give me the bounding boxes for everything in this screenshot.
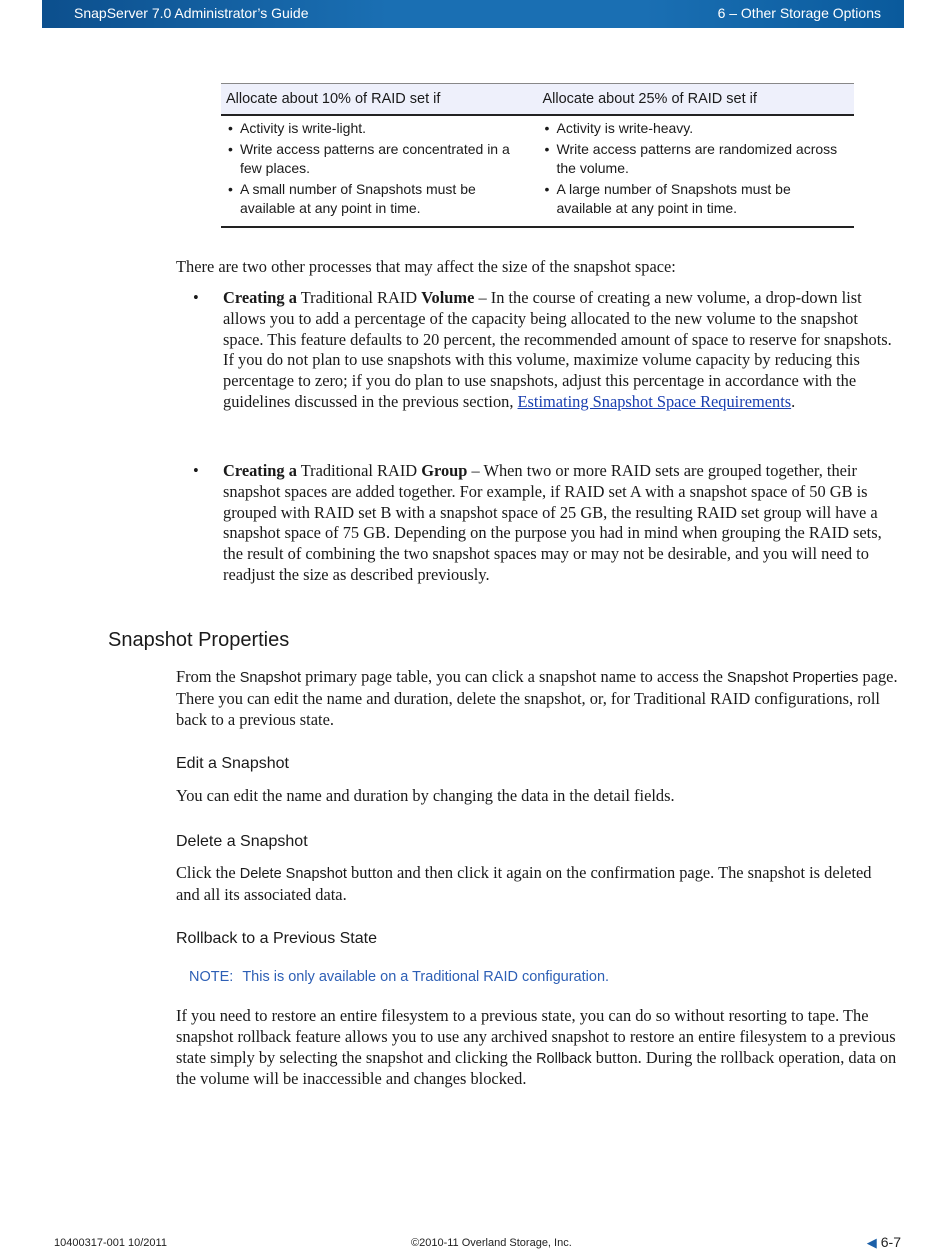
section-title: Snapshot Properties [108, 629, 290, 651]
table-header-25: Allocate about 25% of RAID set if [538, 84, 855, 116]
edit-paragraph: You can edit the name and duration by changing the data in the detail fields. [176, 786, 675, 805]
text: If you need to restore an entire filesystem to a previous state, you can do so without resorting to tape. The snapshot rollback feature allows you to use any archived snapshot to restore an entire filesystem to a previous state simply by selecting the snapshot and clicking the [176, 1006, 896, 1067]
header-banner [42, 0, 904, 28]
list-item: • Activity is write-light. [226, 119, 533, 138]
list-item: • Activity is write-heavy. [543, 119, 850, 138]
list-item: • Write access patterns are randomized across the volume. [543, 140, 850, 178]
page-number [867, 1234, 901, 1251]
table-cell-10 [221, 115, 538, 227]
bullet-mark: • [193, 288, 199, 307]
bullet-text: – When two or more RAID sets are grouped together, their snapshot spaces are added together. For example, if RAID set A with a snapshot space of 50 GB is grouped with RAID set B with a snapshot space of 25 GB, the resulting RAID set group will have a snapshot space of 75 GB. Depending on the purpose you had in mind when grouping the RAID sets, the result of combining the two snapshot spaces may or may not be desirable, and you will need to readjust the size as described previously. [223, 461, 882, 584]
text: From the [176, 667, 240, 686]
ui-term-rollback: Rollback [536, 1050, 592, 1067]
bullet-volume [223, 288, 899, 413]
bullet-plain: Traditional RAID [296, 288, 422, 307]
list-item: • A small number of Snapshots must be available at any point in time. [226, 180, 533, 218]
table-cell-25 [538, 115, 855, 227]
delete-paragraph [176, 863, 898, 906]
ui-term-snapshot: Snapshot [239, 670, 302, 686]
bullet-term: Volume [421, 288, 475, 307]
text: button. During the rollback operation, data on the volume will be inaccessible and changes blocked. [176, 1047, 897, 1089]
bullet-plain: Traditional RAID [296, 461, 422, 480]
text: primary page table, you can click a snapshot name to access the [301, 667, 728, 686]
intro-paragraph: There are two other processes that may affect the size of the snapshot space: [176, 257, 676, 276]
bullet-mark: • [193, 461, 199, 480]
list-item: • Write access patterns are concentrated in a few places. [226, 140, 533, 178]
estimating-link[interactable]: Estimating Snapshot Space Requirements [517, 391, 792, 411]
table-header-10: Allocate about 10% of RAID set if [221, 84, 538, 116]
allocation-table [221, 83, 854, 228]
bullet-term: Group [421, 461, 468, 480]
bullet-lead: Creating a [223, 288, 297, 307]
chapter-title: 6 – Other Storage Options [717, 5, 881, 21]
delete-title: Delete a Snapshot [176, 833, 308, 850]
rollback-title: Rollback to a Previous State [176, 930, 377, 947]
bullet-end: . [791, 391, 796, 411]
bullet-group [223, 461, 899, 586]
note-text: This is only available on a Traditional RAID configuration. [242, 969, 610, 985]
edit-title: Edit a Snapshot [176, 755, 289, 772]
bullet-text: – In the course of creating a new volume, a drop-down list allows you to add a percentage of the capacity being allocated to the new volume to the snapshot space. This feature defaults to 20 percent, the recommended amount of space to reserve for snapshots. If you do not plan to use snapshots with this volume, maximize volume capacity by reducing this percentage to zero; if you do plan to use snapshots, adjust this percentage in accordance with the guidelines discussed in the previous section, [223, 288, 892, 411]
note-label: NOTE: [189, 969, 234, 985]
text: Click the [176, 863, 240, 882]
note [189, 969, 609, 985]
copyright: ©2010-11 Overland Storage, Inc. [411, 1237, 572, 1249]
page-number-text: 6-7 [880, 1234, 901, 1250]
properties-paragraph [176, 667, 898, 730]
guide-title: SnapServer 7.0 Administrator’s Guide [74, 5, 309, 21]
ui-term-delete: Delete Snapshot [239, 866, 347, 882]
list-item: • A large number of Snapshots must be available at any point in time. [543, 180, 850, 218]
bullet-lead: Creating a [223, 461, 297, 480]
prev-page-icon[interactable]: ◀ [866, 1235, 877, 1250]
rollback-paragraph [176, 1006, 898, 1090]
text: button and then click it again on the confirmation page. The snapshot is deleted and all its associated data. [176, 863, 872, 904]
ui-term-properties: Snapshot Properties [727, 670, 859, 686]
text: page. There you can edit the name and duration, delete the snapshot, or, for Traditional RAID configurations, roll back to a previous state. [176, 667, 898, 729]
doc-number: 10400317-001 10/2011 [54, 1237, 167, 1249]
